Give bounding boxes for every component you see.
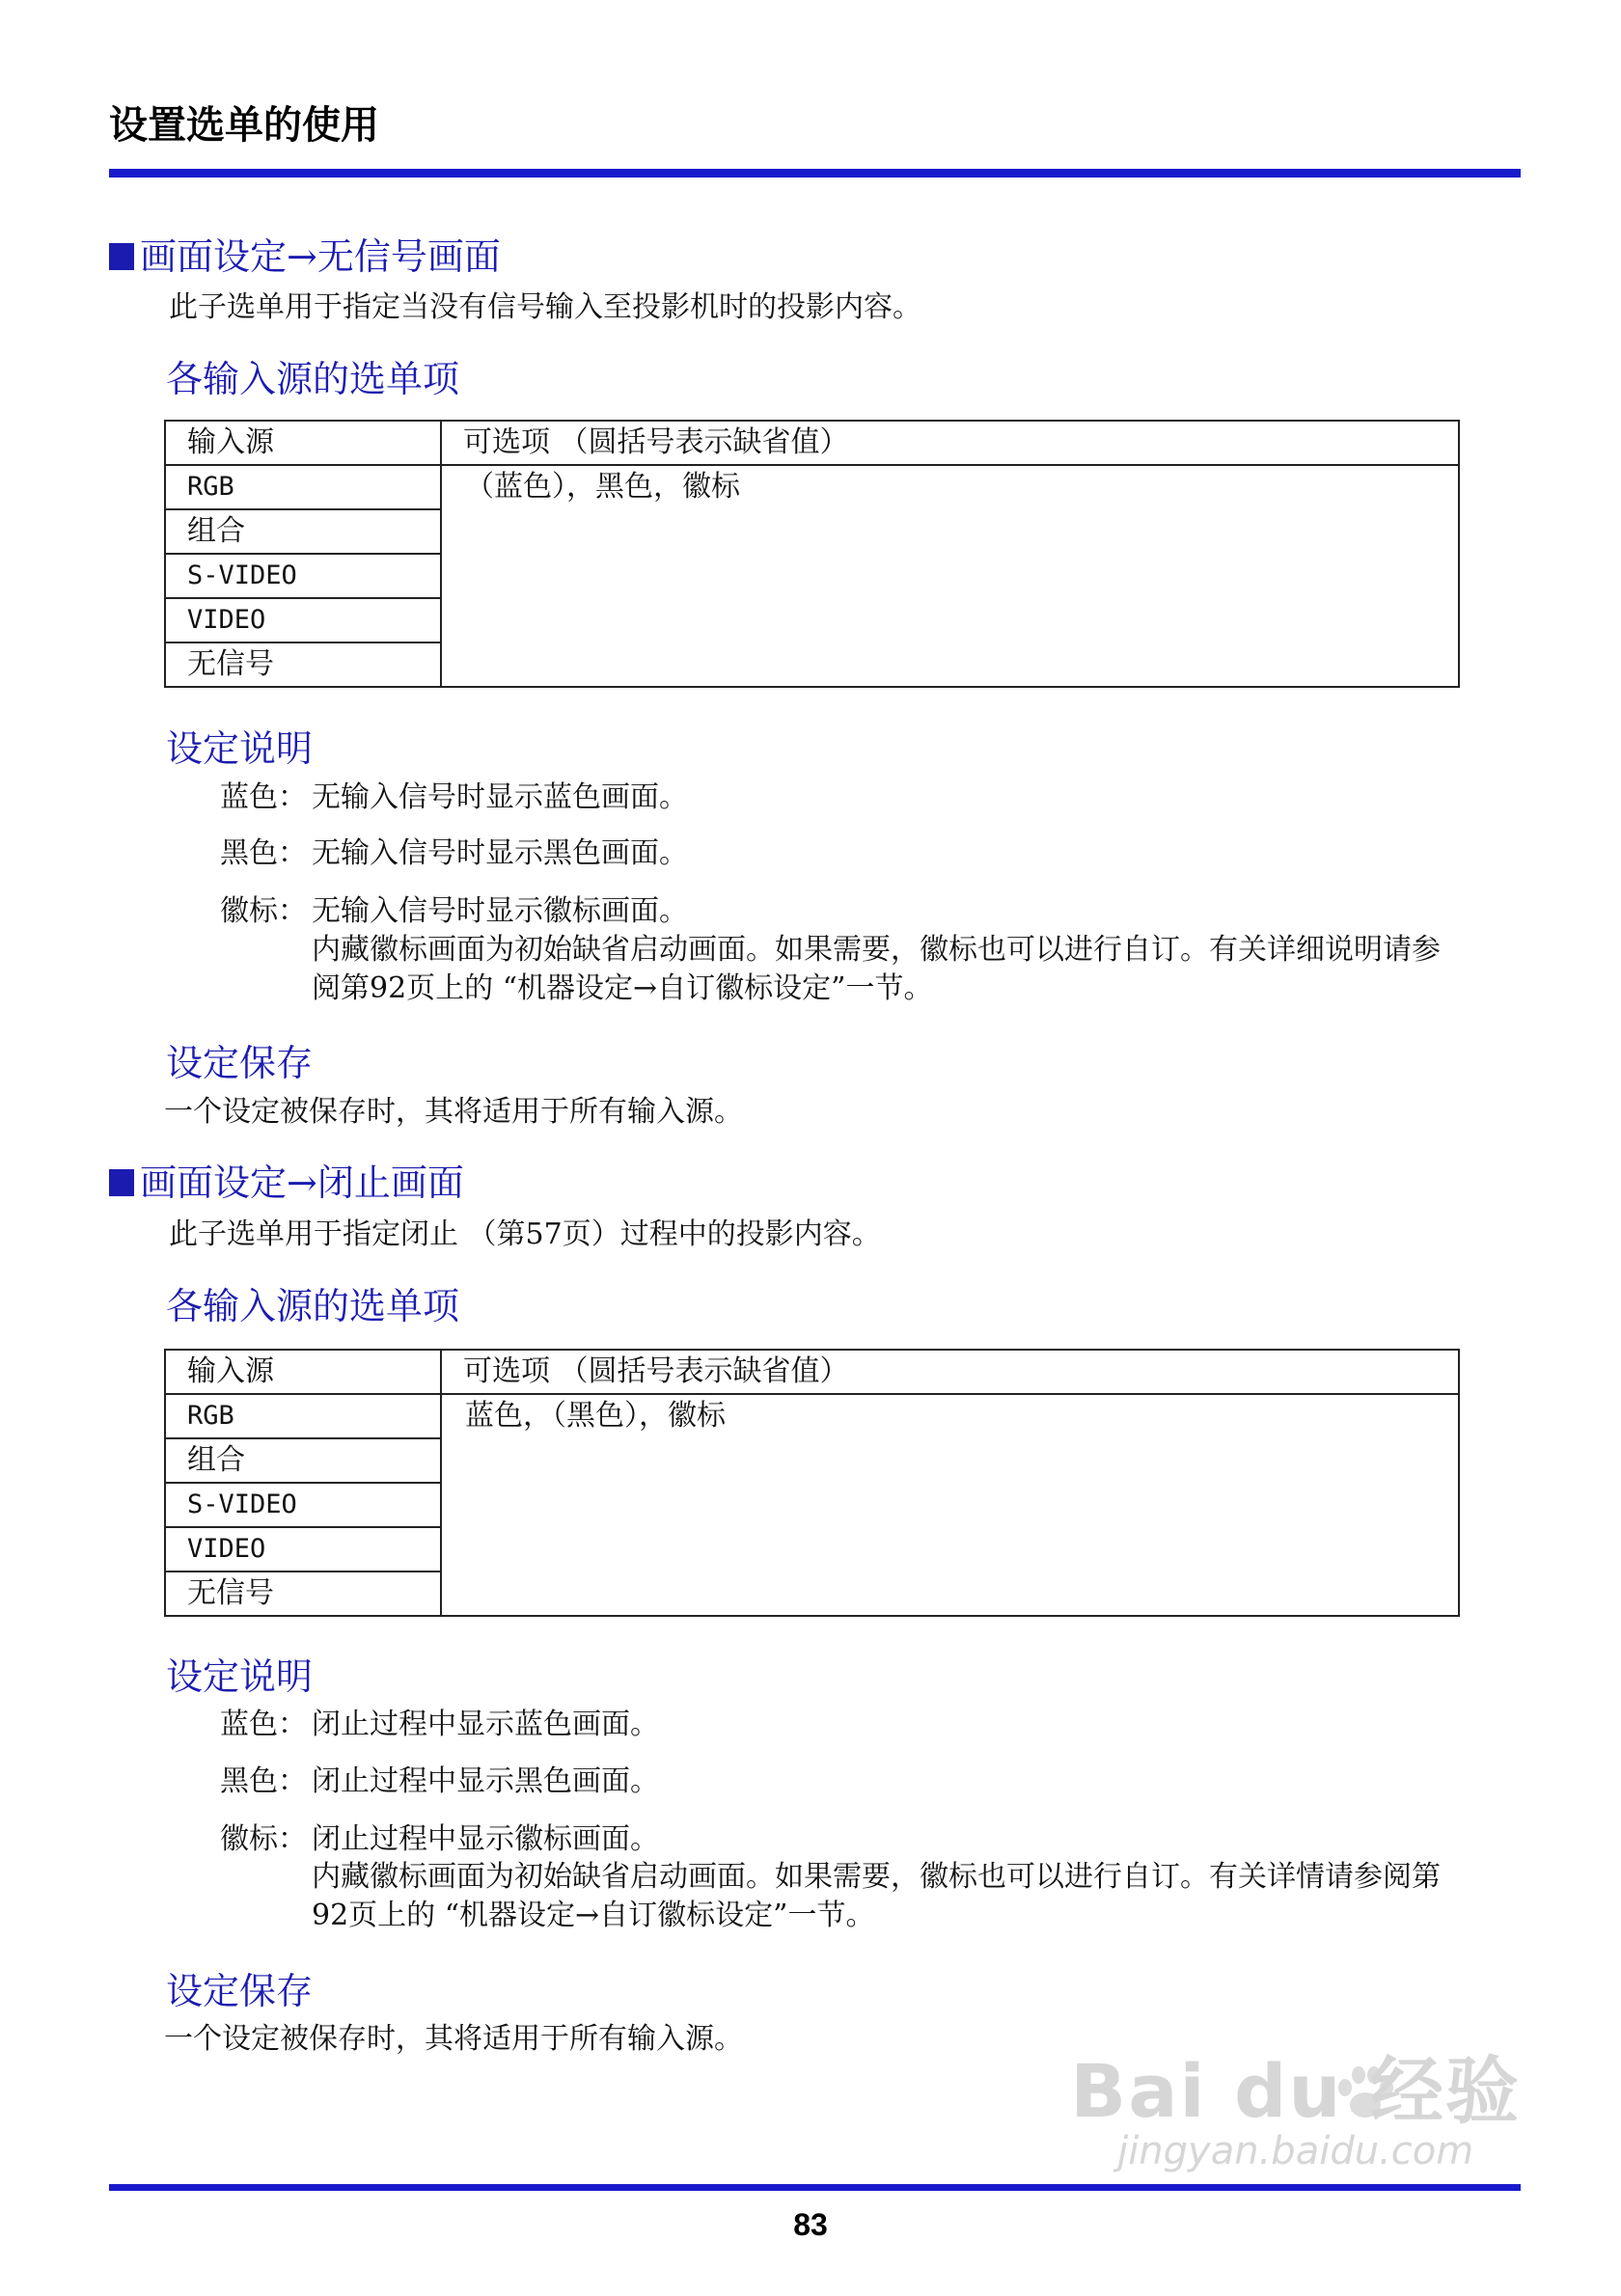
options-heading: 各输入源的选单项 [166,358,460,400]
desc-text-logo: 闭止过程中显示徽标画面。 [312,1822,659,1856]
save-heading: 设定保存 [166,1042,314,1084]
col-header-source: 输入源 [165,1350,441,1394]
page-header-title: 设置选单的使用 [109,103,379,148]
desc-logo-continued: 内藏徽标画面为初始缺省启动画面。如果需要，徽标也可以进行自订。有关详情请参阅第 [312,1860,1441,1894]
desc-term-blue: 蓝色： [220,1708,307,1741]
source-cell: RGB [165,465,441,509]
source-cell: 无信号 [165,1572,441,1616]
watermark-brand: Bai du 经验 [1070,2048,1521,2134]
options-cell: 蓝色，（黑色），徽标 [441,1394,1459,1616]
desc-term-logo: 徽标： [220,1822,307,1856]
table-header-row [165,1350,1459,1394]
desc-logo-continued: 内藏徽标画面为初始缺省启动画面。如果需要，徽标也可以进行自订。有关详细说明请参 [312,933,1441,967]
section-title-no-signal [109,235,501,278]
watermark [1070,2048,1521,2174]
section-title-blank-screen [109,1162,464,1204]
options-table [164,1349,1460,1617]
desc-text-logo: 无输入信号时显示徽标画面。 [312,894,688,928]
save-text: 一个设定被保存时，其将适用于所有输入源。 [164,2022,743,2056]
table-header-row [165,421,1459,465]
save-heading: 设定保存 [166,1970,314,2012]
desc-logo-continued: 92页上的 “机器设定→自订徽标设定”一节。 [312,1899,875,1932]
desc-text-blue: 闭止过程中显示蓝色画面。 [312,1708,659,1741]
options-heading: 各输入源的选单项 [166,1285,460,1327]
description-heading: 设定说明 [166,727,314,770]
page-number: 83 [793,2207,828,2242]
section-intro: 此子选单用于指定闭止 （第57页）过程中的投影内容。 [169,1217,881,1251]
source-cell: VIDEO [165,598,441,642]
save-text: 一个设定被保存时，其将适用于所有输入源。 [164,1095,743,1129]
col-header-options: 可选项 （圆括号表示缺省值） [441,421,1459,465]
description-heading: 设定说明 [166,1655,314,1698]
square-bullet-icon [109,243,134,270]
desc-term-black: 黑色： [220,836,307,870]
source-cell: S-VIDEO [165,1483,441,1527]
options-table [164,420,1460,688]
source-cell: VIDEO [165,1527,441,1572]
footer-rule [109,2184,1521,2191]
section-title-text: 画面设定→闭止画面 [140,1162,464,1204]
options-cell: （蓝色），黑色，徽标 [441,465,1459,687]
col-header-options: 可选项 （圆括号表示缺省值） [441,1350,1459,1394]
watermark-url: jingyan.baidu.com [1117,2129,1474,2173]
desc-term-blue: 蓝色： [220,780,307,814]
table-row [165,465,1459,509]
source-cell: 组合 [165,509,441,554]
desc-term-logo: 徽标： [220,894,307,928]
header-rule [109,169,1521,178]
desc-text-blue: 无输入信号时显示蓝色画面。 [312,780,688,814]
source-cell: 无信号 [165,642,441,687]
col-header-source: 输入源 [165,421,441,465]
source-cell: RGB [165,1394,441,1438]
table-row [165,1394,1459,1438]
section-title-text: 画面设定→无信号画面 [140,235,501,278]
square-bullet-icon [109,1169,134,1196]
section-intro: 此子选单用于指定当没有信号输入至投影机时的投影内容。 [169,290,921,324]
desc-logo-continued: 阅第92页上的 “机器设定→自订徽标设定”一节。 [312,971,933,1005]
desc-text-black: 闭止过程中显示黑色画面。 [312,1764,659,1798]
desc-text-black: 无输入信号时显示黑色画面。 [312,836,688,870]
source-cell: S-VIDEO [165,554,441,598]
desc-term-black: 黑色： [220,1764,307,1798]
source-cell: 组合 [165,1438,441,1483]
